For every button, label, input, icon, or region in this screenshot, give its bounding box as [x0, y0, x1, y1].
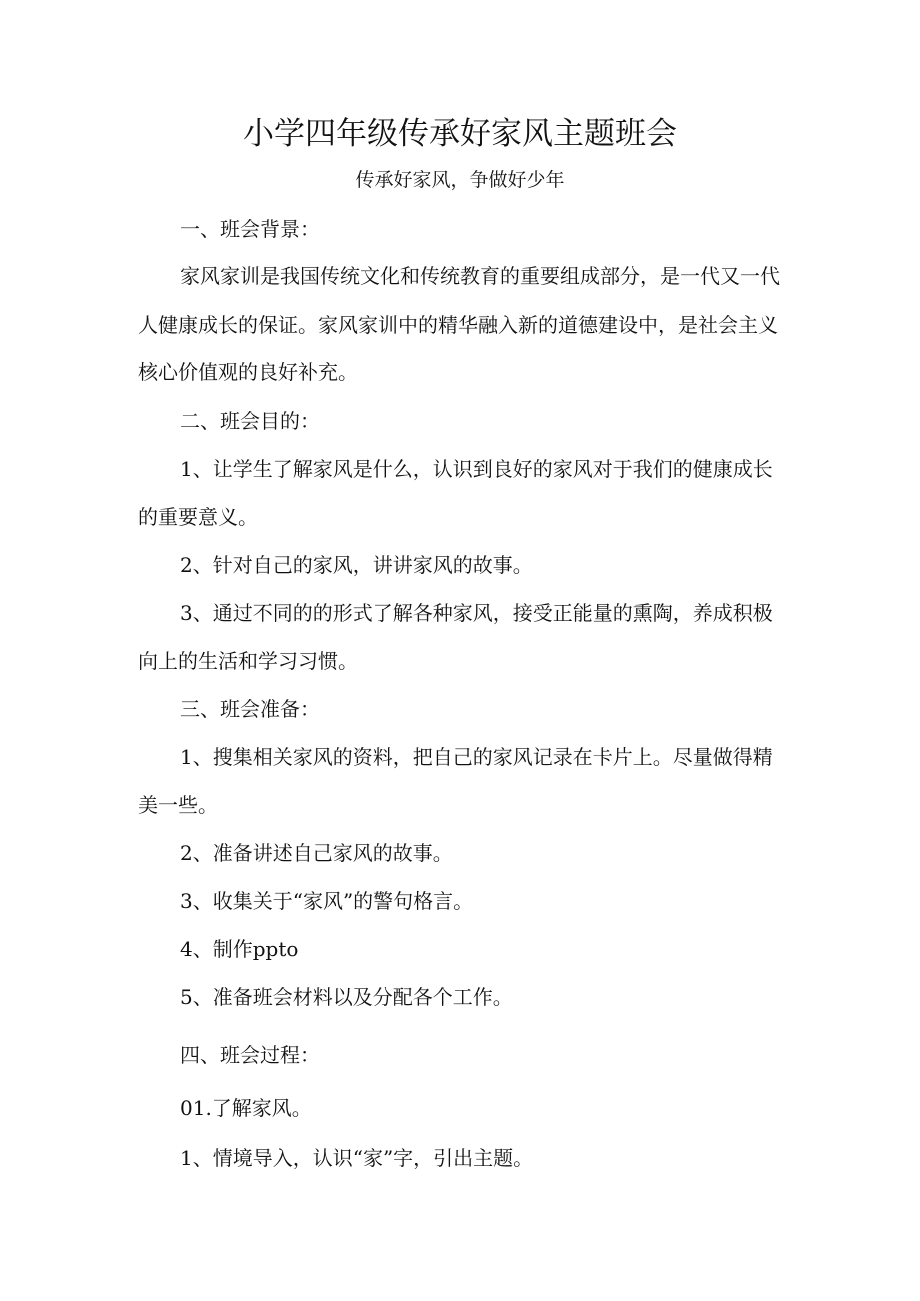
list-item-line: 向上的生活和学习习惯。 — [138, 649, 358, 673]
document-title: 小学四年级传承好家风主题班会 — [243, 116, 677, 152]
section-heading-purpose: 二、班会目的： — [180, 409, 320, 433]
list-item-line: 美一些。 — [138, 793, 218, 817]
subsection-heading: 01.了解家风。 — [180, 1096, 312, 1120]
section-heading-preparation: 三、班会准备： — [180, 697, 320, 721]
document-subtitle: 传承好家风，争做好少年 — [355, 169, 565, 191]
list-item-line: 4、制作ppto — [180, 937, 299, 961]
paragraph-line: 家风家训是我国传统文化和传统教育的重要组成部分，是一代又一代 — [180, 264, 780, 288]
list-item-line: 1、让学生了解家风是什么，认识到良好的家风对于我们的健康成长 — [180, 457, 773, 481]
list-item-line: 的重要意义。 — [138, 505, 258, 529]
paragraph-line: 人健康成长的保证。家风家训中的精华融入新的道德建设中，是社会主义 — [138, 313, 778, 337]
section-heading-background: 一、班会背景： — [180, 217, 320, 241]
list-item-line: 2、针对自己的家风，讲讲家风的故事。 — [180, 553, 533, 577]
list-item-line: 5、准备班会材料以及分配各个工作。 — [180, 985, 513, 1009]
list-item-line: 3、通过不同的的形式了解各种家风，接受正能量的熏陶，养成积极 — [180, 601, 773, 625]
paragraph-line: 核心价值观的良好补充。 — [138, 360, 358, 384]
section-heading-process: 四、班会过程： — [180, 1043, 320, 1067]
list-item-line: 1、情境导入，认识“家”字，引出主题。 — [180, 1146, 534, 1170]
list-item-line: 3、收集关于“家风”的警句格言。 — [180, 889, 474, 913]
list-item-line: 2、准备讲述自己家风的故事。 — [180, 841, 453, 865]
list-item-line: 1、搜集相关家风的资料，把自己的家风记录在卡片上。尽量做得精 — [180, 745, 773, 769]
